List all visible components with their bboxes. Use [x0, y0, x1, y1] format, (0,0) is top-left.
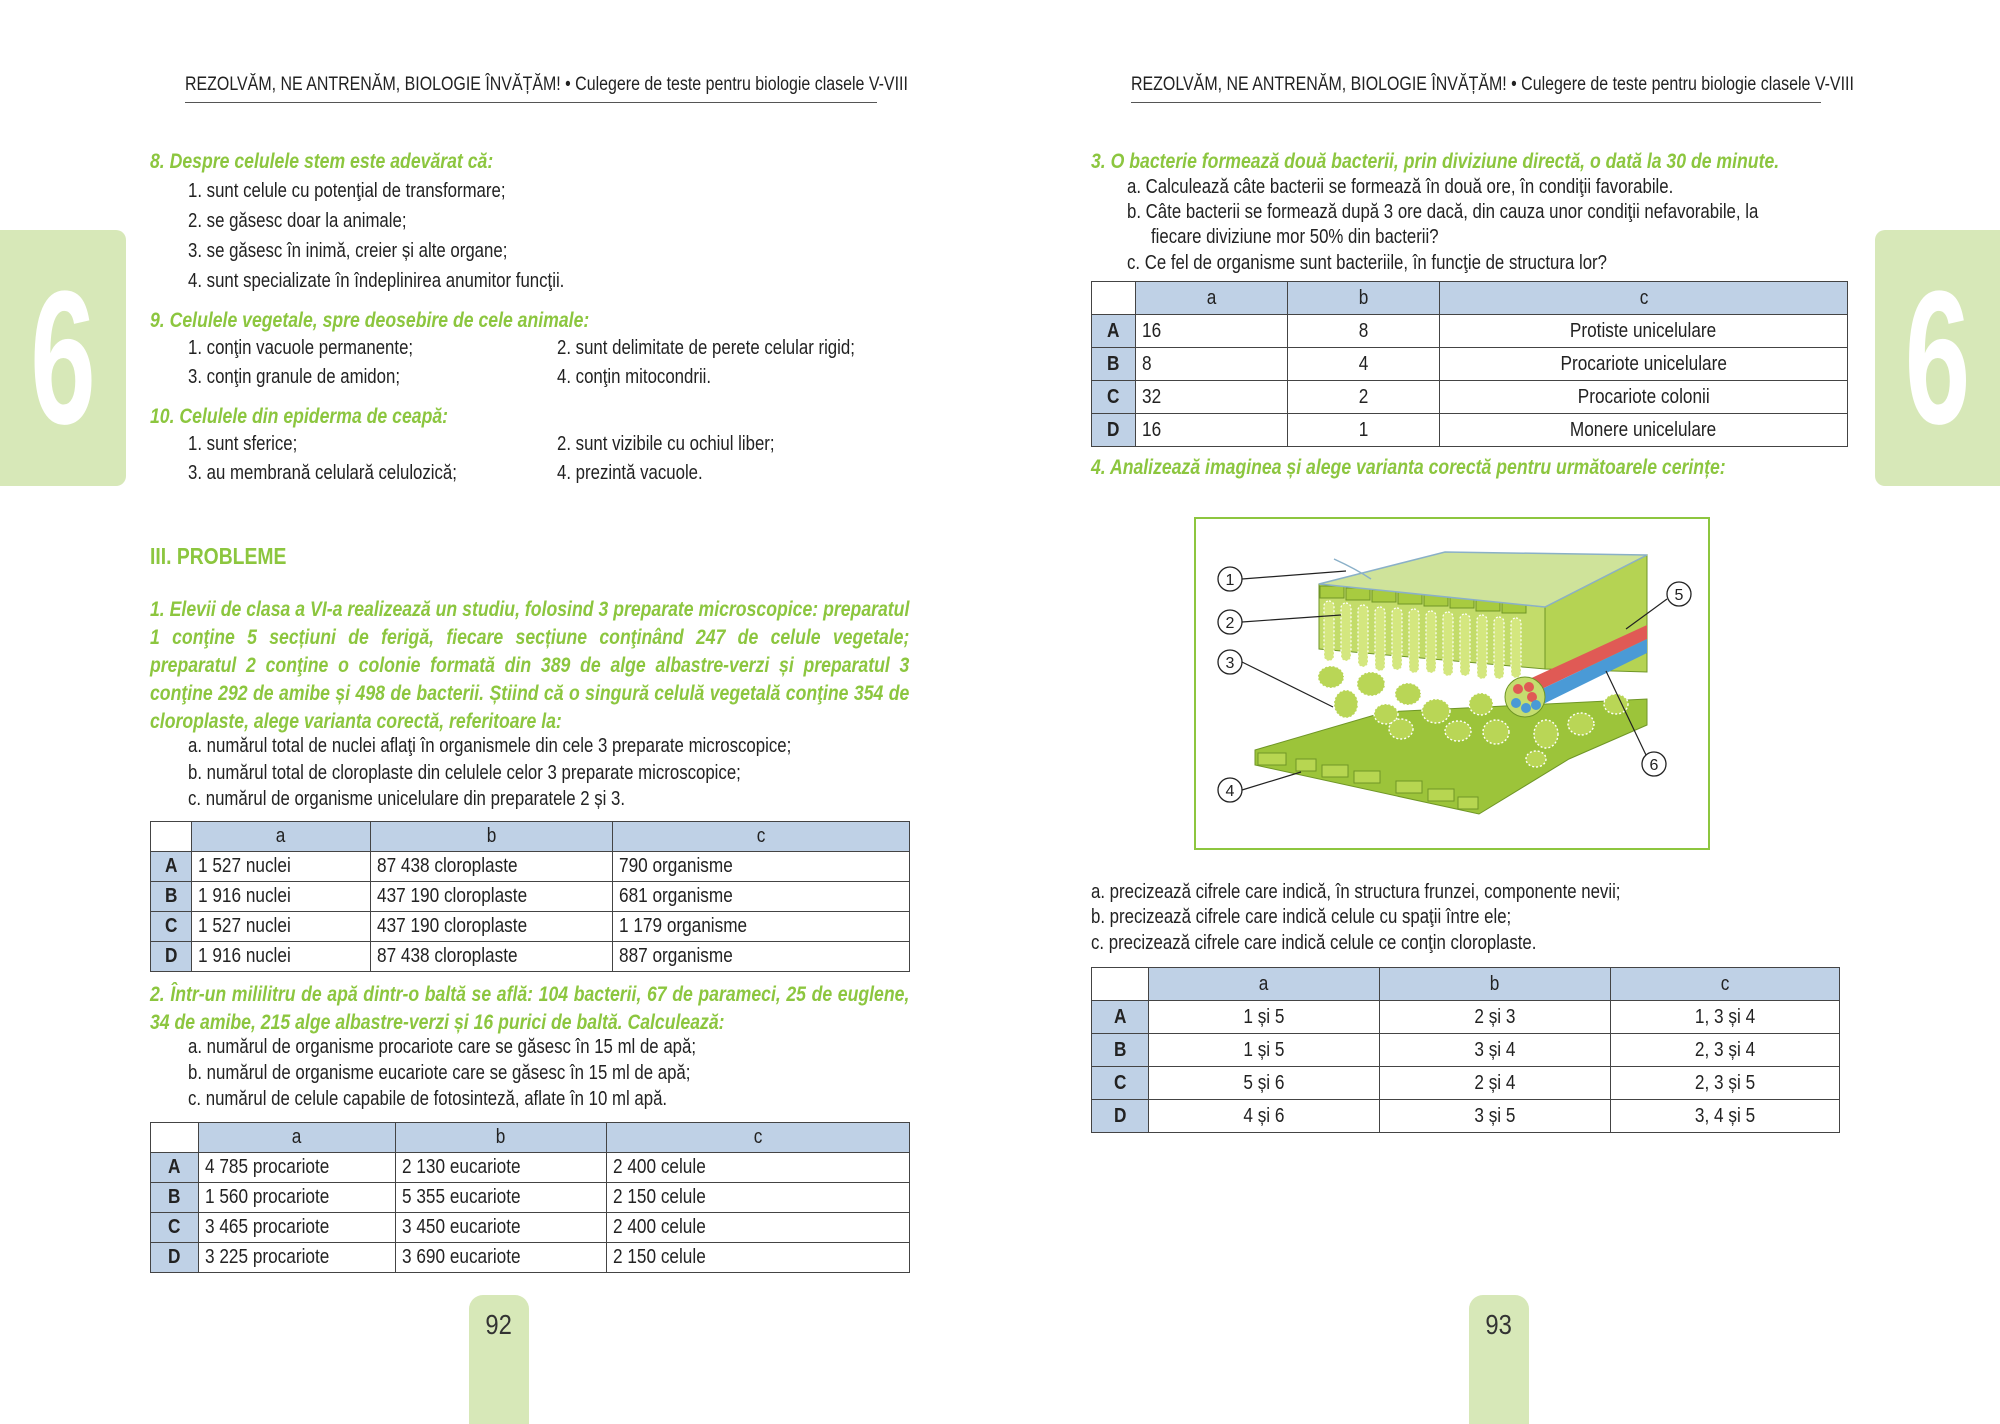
table-cell-text: 1 560 procariote: [205, 1186, 330, 1208]
table-corner-cell: [151, 1123, 199, 1153]
table-cell: [607, 1213, 910, 1243]
table-cell-text: 8: [1358, 319, 1369, 342]
table-option-label-text: B: [168, 1186, 181, 1208]
table-row: [1092, 414, 1848, 447]
table-cell-text: 3 și 5: [1474, 1104, 1516, 1127]
table-cell: [1611, 1001, 1840, 1034]
table-header-cell-text: c: [756, 825, 766, 847]
table-cell-text: 4: [1358, 352, 1369, 375]
problem-1-item: c. numărul de organisme unicelulare din preparatele 2 și 3.: [188, 788, 626, 810]
table-cell: [607, 1153, 910, 1183]
table-option-label-text: C: [1113, 1071, 1127, 1094]
table-header-cell-text: b: [496, 1126, 506, 1148]
table-header-cell-text: a: [1259, 972, 1269, 995]
table-cell-text: 1 și 5: [1243, 1038, 1285, 1061]
q9-item: 4. conţin mitocondrii.: [557, 366, 712, 388]
figure-label-2: 2: [1225, 615, 1235, 632]
problem-4-item: b. precizează cifrele care indică celule cu spaţii între ele;: [1091, 906, 1512, 928]
table-cell-text: 790 organisme: [619, 855, 733, 877]
table-cell-text: 5 355 eucariote: [402, 1186, 521, 1208]
figure-label-1: 1: [1225, 572, 1235, 589]
table-corner-cell: [1092, 968, 1149, 1001]
table-header-cell: [192, 822, 371, 852]
table-cell-text: 1: [1358, 418, 1369, 441]
table-option-label: [151, 1153, 199, 1183]
table-cell-text: Monere unicelulare: [1570, 418, 1717, 441]
table-row: [151, 912, 910, 942]
problem-3-item: a. Calculează câte bacterii se formează în două ore, în condiţii favorabile.: [1127, 176, 1674, 198]
table-cell-text: 2 130 eucariote: [402, 1156, 521, 1178]
table-cell-text: 437 190 cloroplaste: [377, 885, 528, 907]
table-cell-text: 3 450 eucariote: [402, 1216, 521, 1238]
table-cell: [199, 1243, 396, 1273]
table-option-label: [151, 1243, 199, 1273]
table-cell-text: 5 și 6: [1243, 1071, 1285, 1094]
table-cell-text: 2 150 celule: [613, 1186, 706, 1208]
table-cell-text: 2 și 3: [1474, 1005, 1516, 1028]
table-header-cell-text: a: [276, 825, 286, 847]
leaf-cross-section-figure: [1194, 517, 1710, 850]
table-option-label-text: D: [168, 1246, 181, 1268]
chapter-tab-right: [1875, 230, 2000, 486]
table-header-row: [151, 1123, 910, 1153]
table-cell-text: 2 400 celule: [613, 1216, 706, 1238]
table-cell: [396, 1213, 607, 1243]
table-cell: [199, 1183, 396, 1213]
table-header-cell: [1380, 968, 1611, 1001]
table-cell: [192, 942, 371, 972]
table-corner-cell: [151, 822, 192, 852]
table-cell: [1440, 414, 1848, 447]
figure-label-6: 6: [1649, 757, 1659, 774]
table-header-cell-text: b: [1490, 972, 1500, 995]
table-option-label-text: B: [164, 885, 178, 907]
table-cell: [1380, 1067, 1611, 1100]
table-cell: [1611, 1034, 1840, 1067]
table-row: [151, 1213, 910, 1243]
table-row: [151, 852, 910, 882]
table-cell-text: 1 527 nuclei: [198, 915, 291, 937]
table-row: [151, 1243, 910, 1273]
table-cell: [1288, 315, 1440, 348]
table-header-cell: [1136, 282, 1288, 315]
q10-item: 1. sunt sferice;: [188, 433, 298, 455]
table-cell: [1136, 381, 1288, 414]
q10-title: 10. Celulele din epiderma de ceapă:: [150, 405, 449, 428]
table-cell: [371, 852, 613, 882]
table-cell: [1440, 381, 1848, 414]
table-cell: [192, 852, 371, 882]
table-header-cell-text: a: [292, 1126, 302, 1148]
table-row: [1092, 315, 1848, 348]
problem-4-answer-table: [1091, 967, 1840, 1133]
q9-title: 9. Celulele vegetale, spre deosebire de cele animale:: [150, 309, 590, 332]
chapter-tab-left: [0, 230, 126, 486]
q8-item: 2. se găsesc doar la animale;: [188, 210, 407, 232]
table-cell: [396, 1243, 607, 1273]
table-cell-text: 87 438 cloroplaste: [377, 945, 518, 967]
q8-item: 4. sunt specializate în îndeplinirea anumitor funcţii.: [188, 270, 565, 292]
table-option-label-text: D: [1107, 418, 1120, 441]
running-header-left: [185, 74, 908, 103]
table-header-row: [1092, 282, 1848, 315]
table-option-label: [151, 882, 192, 912]
header-series: REZOLVĂM, NE ANTRENĂM, BIOLOGIE ÎNVĂȚĂM!: [185, 74, 561, 95]
table-cell: [613, 942, 910, 972]
table-header-cell: [1611, 968, 1840, 1001]
table-cell-text: 1 916 nuclei: [198, 945, 291, 967]
problem-2-item: a. numărul de organisme procariote care se găsesc în 15 ml de apă;: [188, 1036, 697, 1058]
table-cell: [1149, 1001, 1380, 1034]
table-option-label: [1092, 348, 1136, 381]
table-header-cell-text: c: [1639, 286, 1648, 309]
table-cell-text: 2 400 celule: [613, 1156, 706, 1178]
page-number-left: 92: [469, 1295, 529, 1424]
problem-3-item: c. Ce fel de organisme sunt bacteriile, în funcţie de structura lor?: [1127, 252, 1607, 274]
table-option-label: [151, 1213, 199, 1243]
table-row: [1092, 1034, 1840, 1067]
problem-3-answer-table: [1091, 281, 1848, 447]
q8-item: 1. sunt celule cu potenţial de transformare;: [188, 180, 506, 202]
header-subtitle: Culegere de teste pentru biologie clasele V-VIII: [575, 74, 908, 95]
table-header-cell: [1440, 282, 1848, 315]
table-cell: [1149, 1067, 1380, 1100]
table-cell: [607, 1183, 910, 1213]
table-cell-text: 2: [1358, 385, 1369, 408]
table-option-label: [1092, 1067, 1149, 1100]
header-bullet: •: [565, 74, 571, 95]
table-cell-text: 887 organisme: [619, 945, 733, 967]
table-option-label: [1092, 1034, 1149, 1067]
table-header-cell-text: a: [1206, 286, 1217, 309]
table-cell: [607, 1243, 910, 1273]
table-header-cell: [607, 1123, 910, 1153]
table-cell: [396, 1153, 607, 1183]
problem-3-title: 3. O bacterie formează două bacterii, prin diviziune directă, o dată la 30 de minute.: [1091, 150, 1780, 173]
problem-4-item: c. precizează cifrele care indică celule ce conţin cloroplaste.: [1091, 932, 1537, 954]
table-header-cell-text: c: [1720, 972, 1730, 995]
table-option-label-text: D: [1113, 1104, 1127, 1127]
table-header-cell: [199, 1123, 396, 1153]
table-header-cell: [396, 1123, 607, 1153]
q10-item: 3. au membrană celulară celulozică;: [188, 462, 457, 484]
table-cell: [1611, 1067, 1840, 1100]
table-option-label-text: D: [164, 945, 178, 967]
table-cell-text: 3 690 eucariote: [402, 1246, 521, 1268]
table-cell: [192, 882, 371, 912]
table-cell: [613, 852, 910, 882]
table-cell: [199, 1213, 396, 1243]
q8-title: 8. Despre celulele stem este adevărat că:: [150, 150, 494, 173]
problem-4-item: a. precizează cifrele care indică, în structura frunzei, componente nevii;: [1091, 881, 1621, 903]
table-cell-text: 3, 4 și 5: [1694, 1104, 1756, 1127]
table-option-label: [151, 852, 192, 882]
table-option-label: [151, 1183, 199, 1213]
table-header-cell-text: b: [1358, 286, 1369, 309]
table-cell-text: 1, 3 și 4: [1694, 1005, 1756, 1028]
table-option-label-text: A: [164, 855, 178, 877]
table-cell: [1380, 1100, 1611, 1133]
table-option-label-text: C: [164, 915, 178, 937]
table-row: [1092, 1100, 1840, 1133]
table-option-label-text: A: [1107, 319, 1120, 342]
problem-2-item: c. numărul de celule capabile de fotosinteză, aflate în 10 ml apă.: [188, 1088, 668, 1110]
table-cell-text: 1 179 organisme: [619, 915, 748, 937]
table-cell-text: 8: [1142, 352, 1152, 375]
table-cell-text: 3 465 procariote: [205, 1216, 330, 1238]
table-option-label-text: A: [168, 1156, 181, 1178]
table-cell: [1136, 414, 1288, 447]
q9-item: 2. sunt delimitate de perete celular rigid;: [557, 337, 855, 359]
table-option-label: [1092, 414, 1136, 447]
table-cell: [613, 912, 910, 942]
header-subtitle: Culegere de teste pentru biologie clasele V-VIII: [1521, 74, 1854, 95]
chapter-number: 6: [30, 252, 96, 464]
table-cell-text: 1 916 nuclei: [198, 885, 291, 907]
q9-item: 3. conţin granule de amidon;: [188, 366, 401, 388]
figure-label-5: 5: [1674, 587, 1684, 604]
table-cell-text: 1 527 nuclei: [198, 855, 291, 877]
figure-label-3: 3: [1225, 655, 1235, 672]
table-cell: [192, 912, 371, 942]
running-header-right: [1131, 74, 1854, 103]
table-header-cell: [613, 822, 910, 852]
table-cell: [1288, 414, 1440, 447]
problem-1-item: a. numărul total de nuclei aflaţi în organismele din cele 3 preparate microscopice;: [188, 735, 792, 757]
table-row: [151, 942, 910, 972]
table-option-label: [151, 912, 192, 942]
table-cell-text: Procariote colonii: [1577, 385, 1710, 408]
problem-4-title: 4. Analizează imaginea și alege varianta corectă pentru următoarele cerințe:: [1091, 456, 1726, 479]
table-header-cell-text: c: [753, 1126, 763, 1148]
table-cell: [1440, 315, 1848, 348]
table-row: [151, 1183, 910, 1213]
table-option-label-text: B: [1107, 352, 1120, 375]
table-cell-text: 16: [1142, 418, 1162, 441]
problem-2-answer-table: [150, 1122, 910, 1273]
q9-item: 1. conţin vacuole permanente;: [188, 337, 414, 359]
page-number-right: 93: [1469, 1295, 1529, 1424]
table-option-label: [151, 942, 192, 972]
table-cell-text: 4 785 procariote: [205, 1156, 330, 1178]
table-cell: [1288, 348, 1440, 381]
table-option-label-text: C: [168, 1216, 181, 1238]
problem-3-item: fiecare diviziune mor 50% din bacterii?: [1151, 226, 1439, 248]
table-cell-text: 437 190 cloroplaste: [377, 915, 528, 937]
table-row: [1092, 381, 1848, 414]
table-header-cell: [1149, 968, 1380, 1001]
section-title-problems: III. PROBLEME: [150, 543, 287, 569]
table-cell-text: 3 și 4: [1474, 1038, 1516, 1061]
table-option-label-text: C: [1107, 385, 1120, 408]
figure-label-4: 4: [1225, 783, 1235, 800]
table-cell: [1136, 348, 1288, 381]
table-cell-text: 3 225 procariote: [205, 1246, 330, 1268]
table-cell: [1611, 1100, 1840, 1133]
table-cell-text: 87 438 cloroplaste: [377, 855, 518, 877]
problem-1-item: b. numărul total de cloroplaste din celulele celor 3 preparate microscopice;: [188, 762, 741, 784]
table-row: [1092, 1001, 1840, 1034]
table-option-label: [1092, 1001, 1149, 1034]
table-cell-text: 2, 3 și 4: [1694, 1038, 1756, 1061]
header-bullet: •: [1511, 74, 1517, 95]
table-header-row: [1092, 968, 1840, 1001]
table-cell: [613, 882, 910, 912]
table-cell: [1380, 1001, 1611, 1034]
table-cell-text: 2 150 celule: [613, 1246, 706, 1268]
table-header-row: [151, 822, 910, 852]
q10-item: 4. prezintă vacuole.: [557, 462, 703, 484]
header-series: REZOLVĂM, NE ANTRENĂM, BIOLOGIE ÎNVĂȚĂM!: [1131, 74, 1507, 95]
table-header-cell-text: b: [486, 825, 497, 847]
table-cell: [396, 1183, 607, 1213]
table-option-label: [1092, 1100, 1149, 1133]
table-cell: [371, 882, 613, 912]
problem-2-statement: 2. Într-un mililitru de apă dintr-o baltă se află: 104 bacterii, 67 de parameci, 25 de euglene, 34 de amibe, 215 alge albastre-verzi și 16 purici de baltă. Calculează:: [150, 983, 910, 1034]
leaf-cross-section-illustration: [1196, 519, 1708, 848]
table-cell-text: 1 și 5: [1243, 1005, 1285, 1028]
table-cell-text: 681 organisme: [619, 885, 733, 907]
table-cell: [371, 912, 613, 942]
table-option-label: [1092, 315, 1136, 348]
table-corner-cell: [1092, 282, 1136, 315]
table-cell: [1288, 381, 1440, 414]
table-row: [1092, 1067, 1840, 1100]
table-option-label-text: B: [1113, 1038, 1127, 1061]
table-cell-text: 32: [1142, 385, 1162, 408]
table-cell: [1380, 1034, 1611, 1067]
table-option-label: [1092, 381, 1136, 414]
problem-1-answer-table: [150, 821, 910, 972]
q8-item: 3. se găsesc în inimă, creier și alte organe;: [188, 240, 508, 262]
table-cell-text: 2 și 4: [1474, 1071, 1516, 1094]
table-header-cell: [1288, 282, 1440, 315]
table-cell: [371, 942, 613, 972]
table-option-label-text: A: [1113, 1005, 1127, 1028]
chapter-number: 6: [1904, 252, 1971, 464]
table-row: [1092, 348, 1848, 381]
table-cell: [1149, 1100, 1380, 1133]
table-cell-text: Protiste unicelulare: [1570, 319, 1717, 342]
q10-item: 2. sunt vizibile cu ochiul liber;: [557, 433, 775, 455]
table-cell-text: 4 și 6: [1243, 1104, 1285, 1127]
problem-1-statement: 1. Elevii de clasa a VI-a realizează un studiu, folosind 3 preparate microscopice: preparatul 1 conţine 5 secțiuni de ferigă, fiecare secțiune conţinând 247 de celule vegetale; preparatul 2 conţine o colonie formată din 389 de alge albastre-verzi și preparatul 3 conţine 292 de amibe și 498 de bacterii. Știind că o singură celulă vegetală conţine 354 de cloroplaste, alege varianta corectă, referitoare la:: [150, 598, 910, 733]
table-header-cell: [371, 822, 613, 852]
table-cell: [199, 1153, 396, 1183]
table-row: [151, 1153, 910, 1183]
problem-2-item: b. numărul de organisme eucariote care se găsesc în 15 ml de apă;: [188, 1062, 691, 1084]
table-row: [151, 882, 910, 912]
table-cell: [1136, 315, 1288, 348]
problem-3-item: b. Câte bacterii se formează după 3 ore dacă, din cauza unor condiţii nefavorabile, la: [1127, 201, 1759, 223]
table-cell-text: Procariote unicelulare: [1560, 352, 1727, 375]
table-cell-text: 2, 3 și 5: [1694, 1071, 1756, 1094]
table-cell: [1440, 348, 1848, 381]
table-cell: [1149, 1034, 1380, 1067]
table-cell-text: 16: [1142, 319, 1162, 342]
